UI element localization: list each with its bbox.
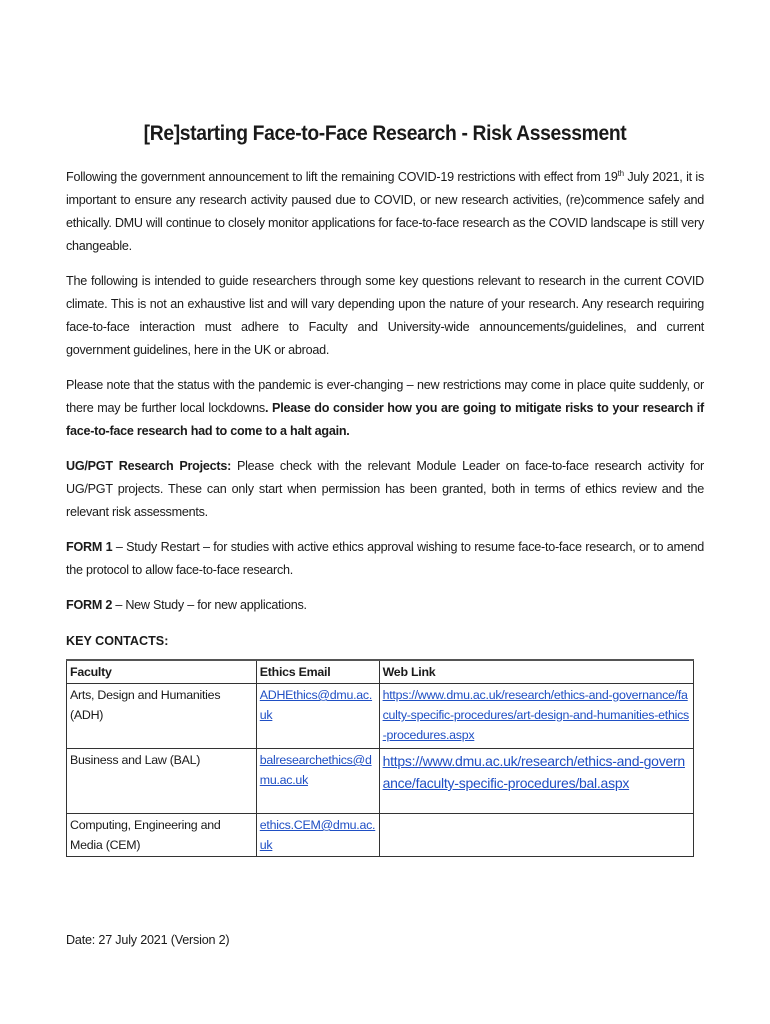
- form2-label: FORM 2: [66, 598, 113, 612]
- table-row: [67, 684, 694, 749]
- email-link-adh[interactable]: ADHEthics@dmu.ac.uk: [259, 688, 373, 722]
- email-cell: [256, 814, 379, 857]
- email-link-cem[interactable]: ethics.CEM@dmu.ac.uk: [259, 818, 376, 852]
- ugpgt-paragraph: [66, 455, 704, 524]
- form2-text: – New Study – for new applications.: [112, 598, 307, 612]
- web-cell: [379, 684, 693, 749]
- document-footer-date: Date: 27 July 2021 (Version 2): [66, 933, 230, 947]
- table-row: [67, 814, 694, 857]
- intro-paragraph: [66, 166, 704, 258]
- table-header-row: [67, 660, 694, 684]
- form1-paragraph: [66, 536, 704, 582]
- email-cell: [256, 749, 379, 814]
- web-link-adh[interactable]: https://www.dmu.ac.uk/research/ethics-and-governance/faculty-specific-procedures/art-design-and-humanities-ethics-procedures.aspx: [382, 688, 689, 742]
- form1-text: – Study Restart – for studies with active ethics approval wishing to resume face-to-face research, or to amend the protocol to allow face-to-face research.: [66, 540, 705, 577]
- ugpgt-text: Please check with the relevant Module Leader on face-to-face research activity for UG/PGT projects. These can only start when permission has been granted, both in terms of ethics review and the relevant risk assessments.: [66, 459, 704, 519]
- intro-superscript: th: [617, 168, 624, 178]
- faculty-cell: Arts, Design and Humanities (ADH): [67, 684, 257, 749]
- page-title: [Re]starting Face-to-Face Research - Risk Assessment: [143, 122, 627, 145]
- table-row: [67, 749, 694, 814]
- document-page: [66, 122, 704, 857]
- email-cell: [256, 684, 379, 749]
- header-web-link: Web Link: [379, 660, 693, 684]
- note-bold-text: . Please do consider how you are going to mitigate risks to your research if face-to-face research had to come to a halt again.: [66, 401, 704, 438]
- web-cell: [379, 814, 693, 857]
- key-contacts-table: [66, 659, 694, 857]
- note-paragraph: [66, 374, 704, 443]
- key-contacts-heading: KEY CONTACTS:: [66, 634, 169, 648]
- note-text: Please note that the status with the pandemic is ever-changing – new restrictions may come in place quite suddenly, or there may be further local lockdowns: [66, 378, 704, 415]
- intro-text-a: Following the government announcement to lift the remaining COVID-19 restrictions with effect from 19: [66, 170, 618, 184]
- header-ethics-email: Ethics Email: [256, 660, 379, 684]
- form1-label: FORM 1: [66, 540, 113, 554]
- email-link-bal[interactable]: balresearchethics@dmu.ac.uk: [259, 753, 372, 787]
- ugpgt-label: UG/PGT Research Projects:: [66, 459, 232, 473]
- faculty-cell: Computing, Engineering and Media (CEM): [67, 814, 257, 857]
- web-link-bal[interactable]: https://www.dmu.ac.uk/research/ethics-and-governance/faculty-specific-procedures/bal.aspx: [382, 753, 685, 791]
- faculty-cell: Business and Law (BAL): [67, 749, 257, 814]
- intro-text-b: July 2021, it is important to ensure any research activity paused due to COVID, or new research activities, (re)commence safely and ethically. DMU will continue to closely monitor applications for face-to-face research as the COVID landscape is still very changeable.: [66, 170, 704, 253]
- web-cell: [379, 749, 693, 814]
- form2-paragraph: [66, 594, 704, 617]
- guide-paragraph: The following is intended to guide researchers through some key questions relevant to research in the current COVID climate. This is not an exhaustive list and will vary depending upon the nature of your research. Any research requiring face-to-face interaction must adhere to Faculty and University-wide announcements/guidelines, and current government guidelines, here in the UK or abroad.: [66, 274, 704, 357]
- header-faculty: Faculty: [67, 660, 257, 684]
